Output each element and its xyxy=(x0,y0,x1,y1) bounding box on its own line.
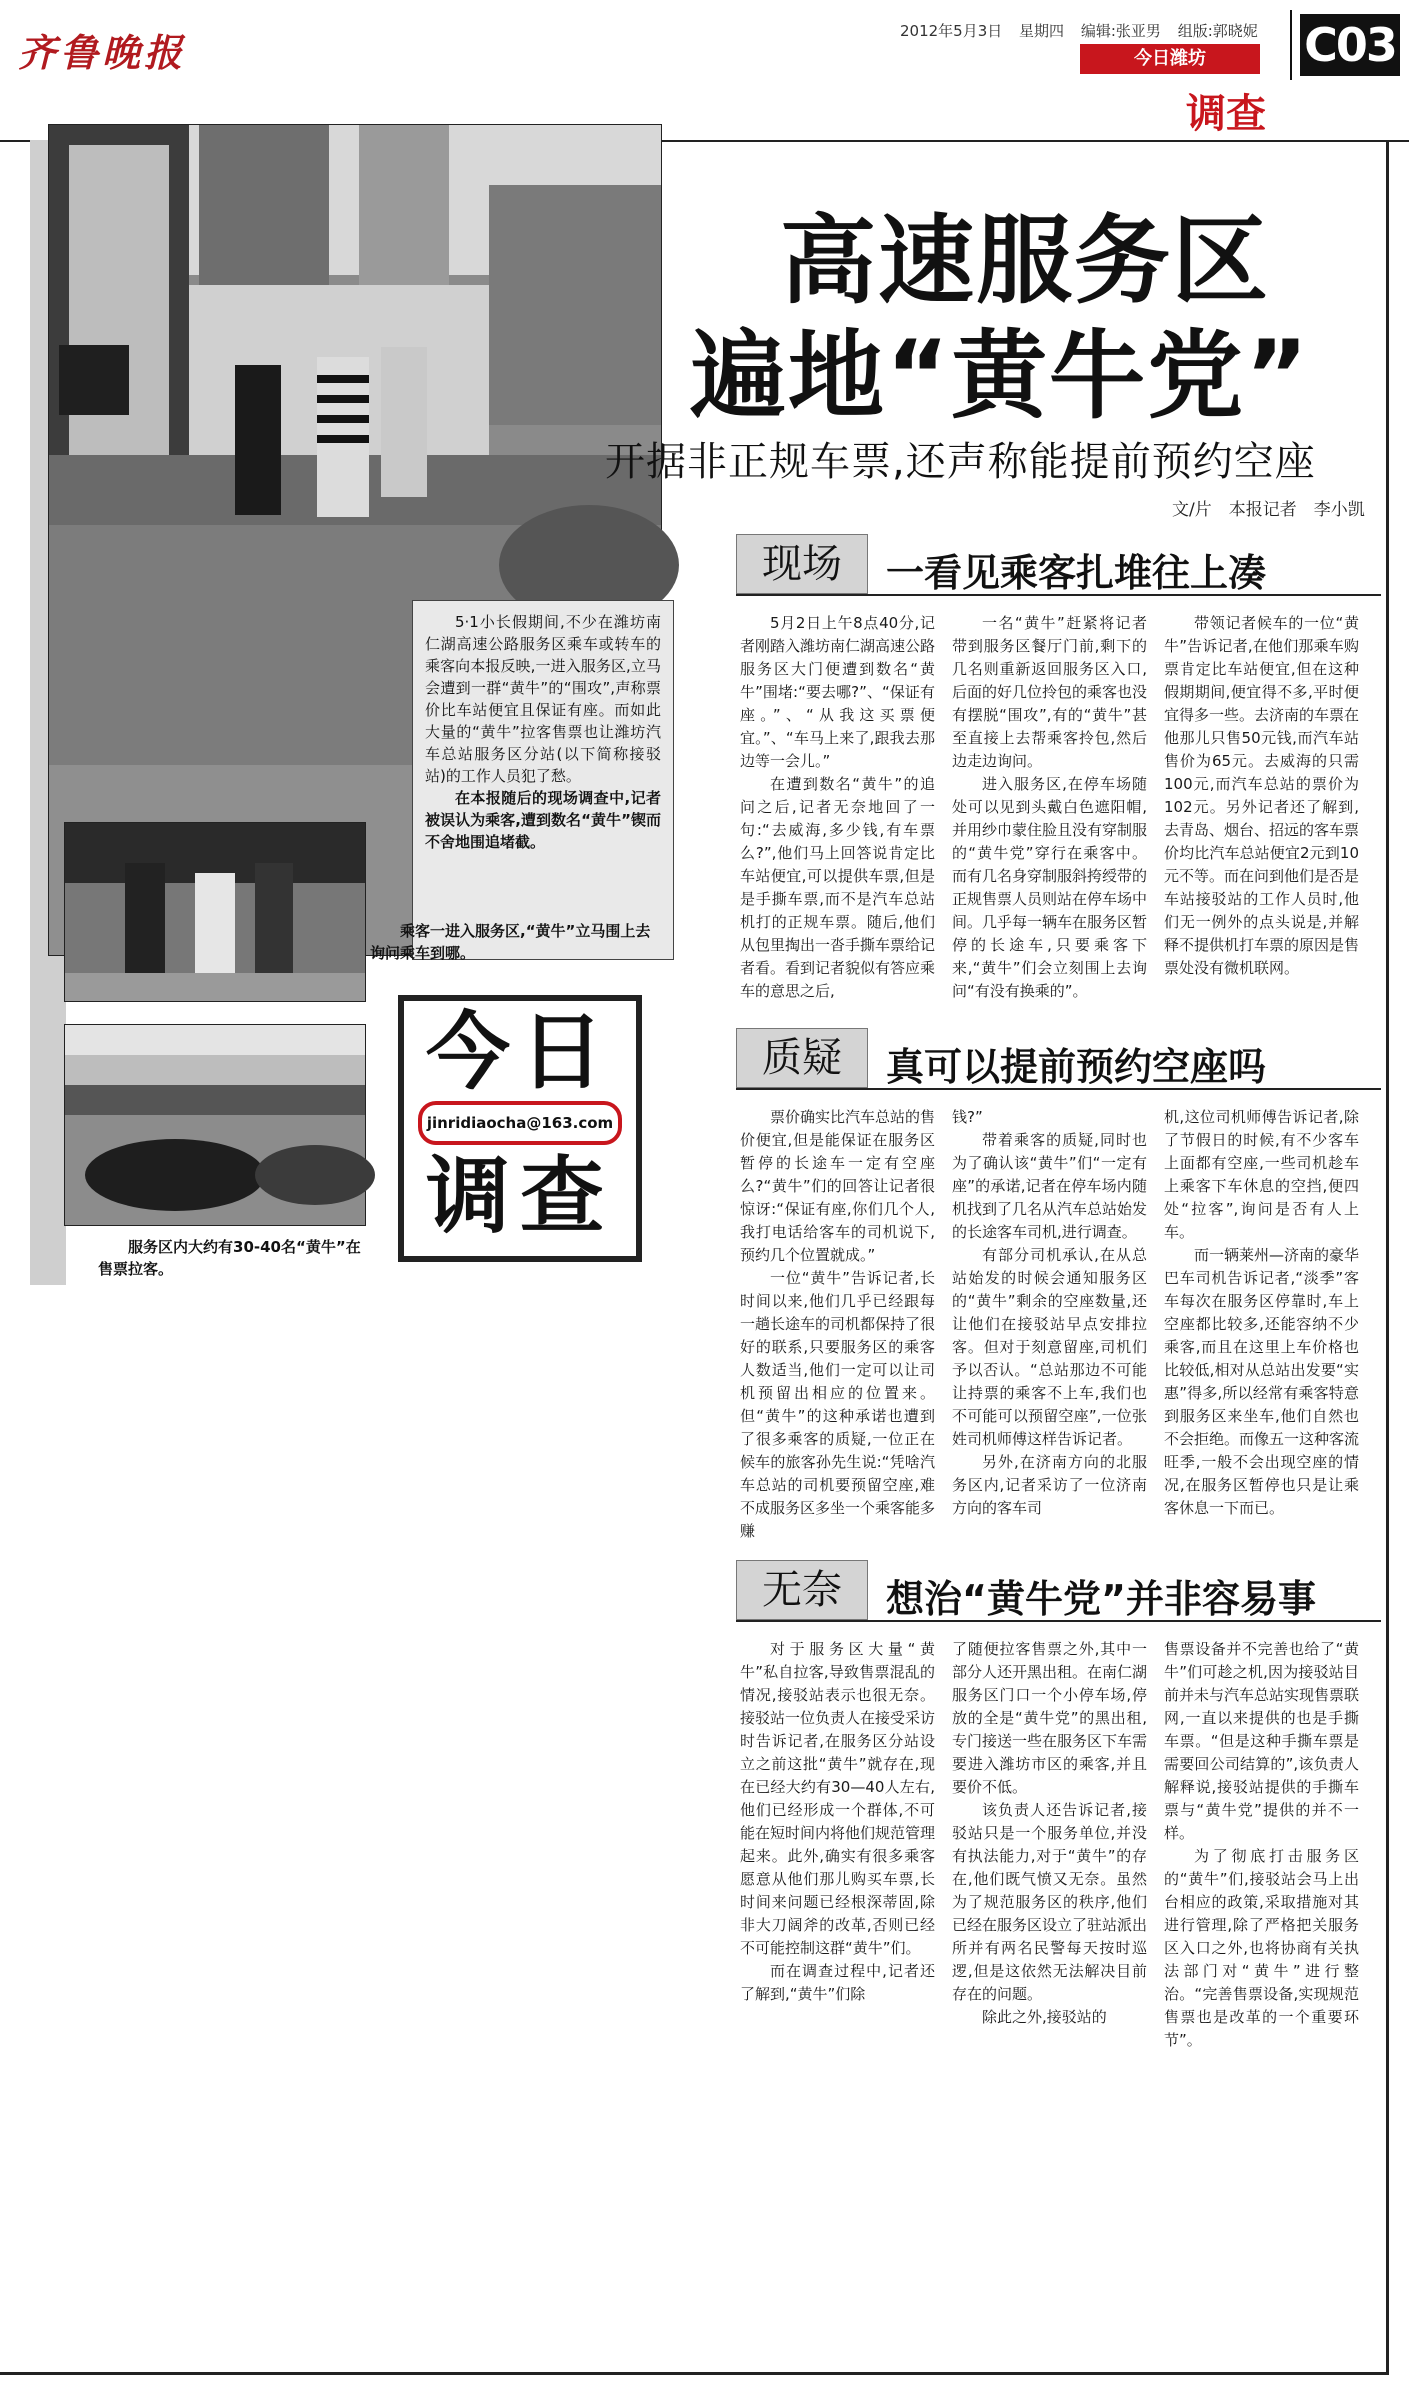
section-tag: 质疑 xyxy=(736,1028,868,1088)
article-column xyxy=(1164,1638,1360,2049)
headline-line2: 遍地“黄牛党” xyxy=(690,320,1311,432)
article-paragraph: 为了彻底打击服务区的“黄牛”们,接驳站会马上出台相应的政策,采取措施对其进行管理,除了严格把关服务区入口之外,也将协商有关执法部门对“黄牛”进行整治。“完善售票设备,实现规范售票也是改革的一个重要环节”。 xyxy=(1164,1847,1359,2049)
article-column xyxy=(740,612,935,1002)
article-column xyxy=(740,1638,935,2038)
article-column xyxy=(952,1106,1147,1550)
article-paragraph: 5月2日上午8点40分,记者刚踏入潍坊南仁湖高速公路服务区大门便遭到数名“黄牛”围堵:“要去哪?”、“保证有座。”、“从我这买票便宜。”、“车马上来了,跟我去那边等一会儿。” xyxy=(740,614,936,770)
section-label: 调查 xyxy=(1186,91,1266,137)
article-column xyxy=(740,1106,935,1550)
article-paragraph: 带领记者候车的一位“黄牛”告诉记者,在他们那乘车购票肯定比车站便宜,但在这种假期期间,便宜得不多,平时便宜得多一些。去济南的车票在他那儿只售50元钱,而汽车站售价为65元。去威海的只需100元,而汽车总站的票价为102元。另外记者还了解到,去青岛、烟台、招远的客车票价均比汽车总站便宜2元到10元不等。而在问到他们是否是车站接驳站的工作人员时,他们无一例外的点头说是,并解释不提供机打车票的原因是售票处没有微机联网。 xyxy=(1164,614,1360,977)
section-title: 想治“黄牛党”并非容易事 xyxy=(886,1577,1316,1621)
contact-email[interactable]: jinridiaocha@163.com xyxy=(418,1101,622,1145)
section-tag: 现场 xyxy=(736,534,868,594)
page-number: C03 xyxy=(1300,14,1400,76)
article-column xyxy=(1164,1106,1359,1550)
section-title: 一看见乘客扎堆往上凑 xyxy=(886,551,1267,595)
article-paragraph: 有部分司机承认,在从总站始发的时候会通知服务区的“黄牛”剩余的空座数量,还让他们在接驳站早点安排拉客。但对于刻意留座,司机们予以否认。“总站那边不可能让持票的乘客不上车,我们也不可能可以预留空座”,一位张姓司机师傅这样告诉记者。 xyxy=(952,1246,1147,1448)
parking-caption: 服务区内大约有30-40名“黄牛”在售票拉客。 xyxy=(98,1238,361,1278)
headline-line1: 高速服务区 xyxy=(780,205,1270,317)
article-paragraph: 机,这位司机师傅告诉记者,除了节假日的时候,有不少客车上面都有空座,一些司机趁车上乘客下车休息的空挡,便四处“拉客”,询问是否有人上车。 xyxy=(1164,1108,1359,1241)
today-line1: 今日 xyxy=(425,1003,614,1101)
section-header xyxy=(736,534,1381,596)
article-paragraph: 带着乘客的质疑,同时也为了确认该“黄牛”们“一定有座”的承诺,记者在停车场内随机找到了几名从汽车总站始发的长途客车司机,进行调查。 xyxy=(952,1131,1148,1241)
layout-credit: 组版:郭晓妮 xyxy=(1177,22,1258,40)
parking-photo xyxy=(64,1024,366,1226)
section-header xyxy=(736,1560,1381,1622)
article-column xyxy=(1164,612,1359,1002)
today-investigation-box xyxy=(398,995,642,1262)
today-line2: 调查 xyxy=(425,1147,614,1245)
article-column xyxy=(952,1638,1147,2038)
article-paragraph: 在遭到数名“黄牛”的追问之后,记者无奈地回了一句:“去威海,多少钱,有车票么?”,他们马上回答说肯定比车站便宜,可以提供车票,但是是手撕车票,而不是汽车总站机打的正规车票。随后,他们从包里掏出一沓手撕车票给记者看。看到记者貌似有答应乘车的意思之后, xyxy=(740,775,936,1000)
byline: 文/片 本报记者 李小凯 xyxy=(1172,500,1365,520)
inset-caption xyxy=(370,920,658,1000)
subhead: 开据非正规车票,还声称能提前预约空座 xyxy=(605,439,1316,485)
section-title: 真可以提前预约空座吗 xyxy=(886,1045,1267,1089)
article-paragraph: 进入服务区,在停车场随处可以见到头戴白色遮阳帽,并用纱巾蒙住脸且没有穿制服的“黄牛党”穿行在乘客中。而有几名身穿制服斜挎绶带的正规售票人员则站在停车场中间。几乎每一辆车在服务区暂停的长途车,只要乘客下来,“黄牛”们会立刻围上去询问“有没有换乘的”。 xyxy=(952,775,1148,1000)
divider xyxy=(1290,10,1292,80)
page-meta xyxy=(900,20,1270,41)
article-paragraph: 除此之外,接驳站的 xyxy=(982,2008,1107,2026)
article-paragraph: 票价确实比汽车总站的售价便宜,但是能保证在服务区暂停的长途车一定有空座么?“黄牛”们的回答让记者很惊讶:“保证有座,你们几个人,我打电话给客车的司机说下,预约几个位置就成。” xyxy=(740,1108,936,1264)
inset-photo xyxy=(64,822,366,1002)
article-paragraph: 而一辆莱州—济南的豪华巴车司机告诉记者,“淡季”客车每次在服务区停靠时,车上空座都比较多,还能容纳不少乘客,而且在这里上车价格也比较低,相对从总站出发要“实惠”得多,所以经常有乘客特意到服务区来坐车,他们自然也不会拒绝。而像五一这种客流旺季,一般不会出现空座的情况,在服务区暂停也只是让乘客休息一下而已。 xyxy=(1164,1246,1360,1517)
issue-date: 2012年5月3日 xyxy=(900,22,1003,40)
divider xyxy=(0,2372,1389,2375)
article-paragraph: 售票设备并不完善也给了“黄牛”们可趁之机,因为接驳站目前并未与汽车总站实现售票联网,一直以来提供的也是手撕车票。“但是这种手撕车票是需要回公司结算的”,该负责人解释说,接驳站提供的手撕车票与“黄牛党”提供的并不一样。 xyxy=(1164,1640,1360,1842)
article-paragraph: 一名“黄牛”赶紧将记者带到服务区餐厅门前,剩下的几名则重新返回服务区入口,后面的好几位拎包的乘客也没有摆脱“围攻”,有的“黄牛”甚至直接上去帮乘客拎包,然后边走边询问。 xyxy=(952,614,1148,770)
article-paragraph: 该负责人还告诉记者,接驳站只是一个服务单位,并没有执法能力,对于“黄牛”的存在,他们既气愤又无奈。虽然为了规范服务区的秩序,他们已经在服务区设立了驻站派出所并有两名民警每天按时巡逻,但是这依然无法解决目前存在的问题。 xyxy=(952,1801,1148,2003)
article-paragraph: 而在调查过程中,记者还了解到,“黄牛”们除 xyxy=(740,1962,935,2003)
masthead-name: 齐鲁晚报 xyxy=(18,30,187,75)
caption-para: 5·1小长假期间,不少在潍坊南仁湖高速公路服务区乘车或转车的乘客向本报反映,一进入服务区,立马会遭到一群“黄牛”的“围攻”,声称票价比车站便宜且保证有座。而如此大量的“黄牛”拉客售票也让潍坊汽车总站服务区分站(以下简称接驳站)的工作人员犯了愁。 xyxy=(425,613,661,785)
caption-text: 乘客一进入服务区,“黄牛”立马围上去询问乘车到哪。 xyxy=(370,922,651,962)
caption-para: 在本报随后的现场调查中,记者被误认为乘客,遭到数名“黄牛”锲而不舍地围追堵截。 xyxy=(425,789,661,851)
section-header xyxy=(736,1028,1381,1090)
section-tag: 无奈 xyxy=(736,1560,868,1620)
divider xyxy=(1386,140,1389,2375)
article-paragraph: 另外,在济南方向的北服务区内,记者采访了一位济南方向的客车司 xyxy=(952,1453,1147,1517)
issue-weekday: 星期四 xyxy=(1019,22,1065,40)
article-paragraph: 一位“黄牛”告诉记者,长时间以来,他们几乎已经跟每一趟长途车的司机都保持了很好的联系,只要服务区的乘客人数适当,他们一定可以让司机预留出相应的位置来。但“黄牛”的这种承诺也遭到了很多乘客的质疑,一位正在候车的旅客孙先生说:“凭啥汽车总站的司机要预留空座,难不成服务区多坐一个乘客能多赚 xyxy=(740,1269,936,1540)
article-paragraph: 对于服务区大量“黄牛”私自拉客,导致售票混乱的情况,接驳站表示也很无奈。接驳站一位负责人在接受采访时告诉记者,在服务区分站设立之前这批“黄牛”就存在,现在已经大约有30—40人左右,他们已经形成一个群体,不可能在短时间内将他们规范管理起来。此外,确实有很多乘客愿意从他们那儿购买车票,长时间来问题已经根深蒂固,除非大刀阔斧的改革,否则已经不可能控制这群“黄牛”们。 xyxy=(740,1640,936,1957)
photo-caption-main xyxy=(412,600,674,960)
section-bar: 今日潍坊 xyxy=(1080,44,1260,74)
article-paragraph: 了随便拉客售票之外,其中一部分人还开黑出租。在南仁湖服务区门口一个小停车场,停放的全是“黄牛党”的黑出租,专门接送一些在服务区下车需要进入潍坊市区的乘客,并且要价不低。 xyxy=(952,1640,1148,1796)
article-column xyxy=(952,612,1147,1002)
editor-credit: 编辑:张亚男 xyxy=(1080,22,1161,40)
article-paragraph: 钱?” xyxy=(952,1108,983,1126)
